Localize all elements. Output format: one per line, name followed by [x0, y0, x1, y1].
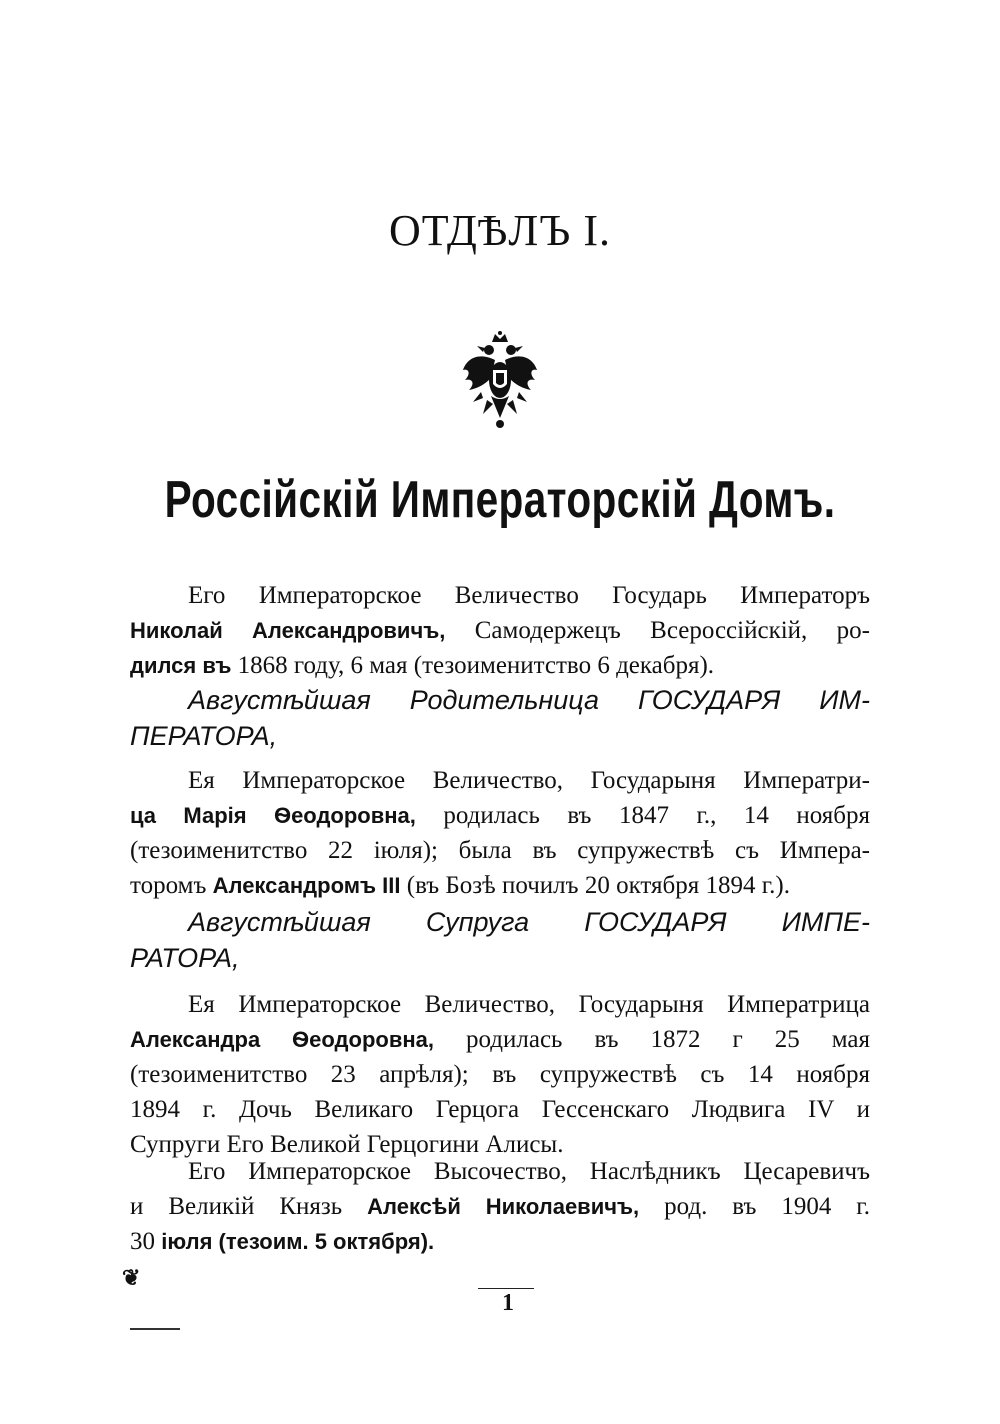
heading-line: ПЕРАТОРА, — [130, 721, 278, 751]
text-line: 30 іюля (тезоим. 5 октября). — [130, 1228, 435, 1255]
double-headed-eagle-icon — [459, 330, 541, 430]
text-line: и Великій Князь Алексѣй Николаевичъ, род. въ 1904 г. — [130, 1193, 870, 1220]
text-line: Николай Александровичъ, Самодержецъ Всероссійскій, ро- — [130, 617, 870, 644]
text-line: (тезоименитство 23 апрѣля); въ супружествѣ съ 14 ноября — [130, 1061, 870, 1088]
heading-empress-mother — [130, 682, 870, 754]
text-line: торомъ Александромъ III (въ Бозѣ почилъ 20 октября 1894 г.). — [130, 872, 790, 899]
text-line: Ея Императорское Величество, Государыня Императрица — [188, 991, 870, 1018]
text-line: Супруги Его Великой Герцогини Алисы. — [130, 1131, 564, 1158]
text-line: дился въ 1868 году, 6 мая (тезоименитство 6 декабря). — [130, 652, 715, 679]
margin-rule — [130, 1328, 180, 1330]
text-line: Ея Императорское Величество, Государыня Императри- — [188, 767, 870, 794]
paragraph-emperor — [130, 578, 870, 683]
paragraph-empress-consort — [130, 987, 870, 1162]
main-title: Россійскій Императорскій Домъ. — [164, 471, 836, 529]
text-line: Его Императорское Высочество, Наслѣдникъ Цесаревичъ — [188, 1158, 870, 1185]
paragraph-heir — [130, 1154, 870, 1259]
heading-line: РАТОРА, — [130, 943, 240, 973]
text-line: Его Императорское Величество Государь Императоръ — [188, 582, 870, 609]
text-line: 1894 г. Дочь Великаго Герцога Гессенскаго Людвига IV и — [130, 1096, 870, 1123]
text-line: Александра Ѳеодоровна, родилась въ 1872 г 25 мая — [130, 1026, 871, 1053]
text-line: (тезоименитство 22 іюля); была въ супружествѣ съ Импера- — [130, 837, 870, 864]
heading-line: Августѣйшая Супруга ГОСУДАРЯ ИМПЕ- — [188, 907, 870, 937]
heading-empress-consort — [130, 904, 870, 976]
section-title: ОТДѢЛЪ I. — [389, 206, 611, 255]
paragraph-empress-mother — [130, 763, 870, 903]
page-number-rule — [478, 1288, 534, 1289]
heading-line: Августѣйшая Родительница ГОСУДАРЯ ИМ- — [188, 685, 870, 715]
margin-mark: ❦ — [122, 1265, 141, 1290]
page-number: 1 — [502, 1290, 514, 1316]
text-line: ца Марія Ѳеодоровна, родилась въ 1847 г., 14 ноября — [130, 802, 870, 829]
